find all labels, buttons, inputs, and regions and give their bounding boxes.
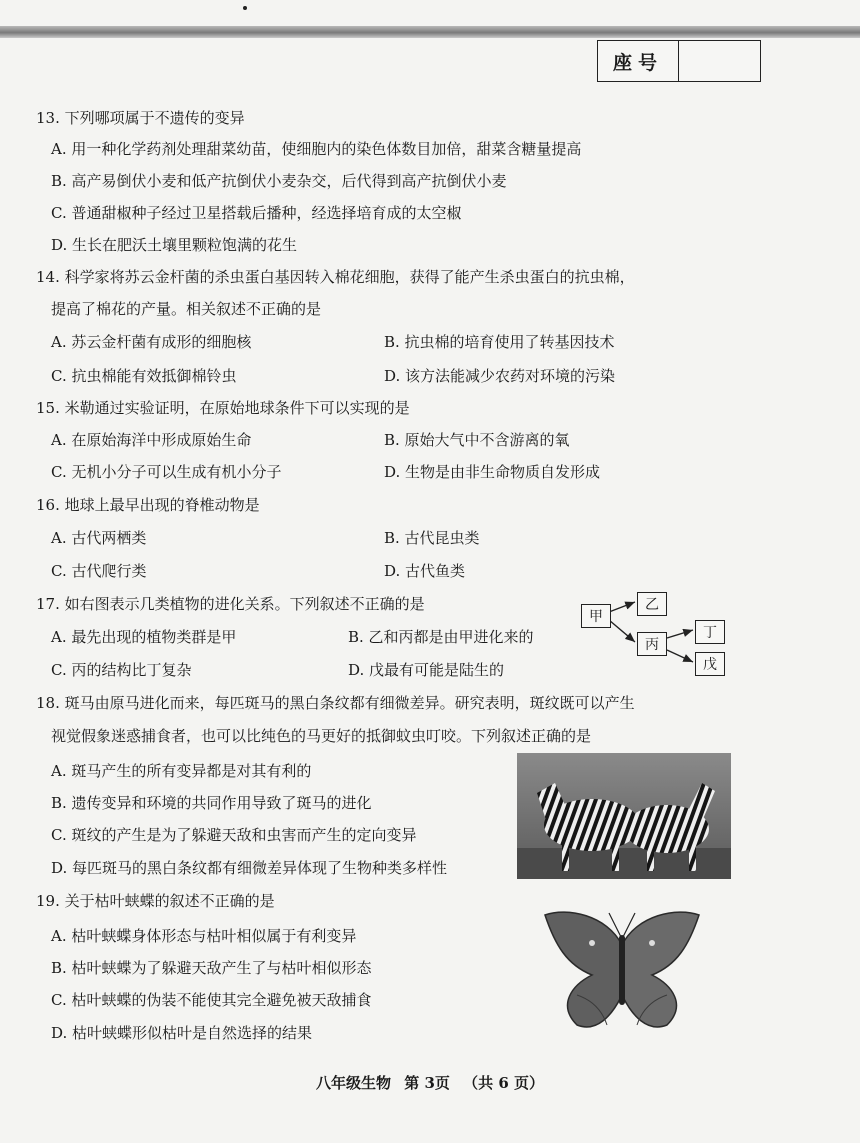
footer-total: （共 6 页）	[463, 1074, 545, 1092]
q17-option-b: B. 乙和丙都是由甲进化来的	[348, 628, 534, 646]
q15-option-b: B. 原始大气中不含游离的氧	[384, 431, 570, 449]
question-13-stem: 13. 下列哪项属于不遗传的变异	[36, 109, 245, 127]
q19-option-c: C. 枯叶蛱蝶的伪装不能使其完全避免被天敌捕食	[51, 991, 372, 1009]
q19-option-a: A. 枯叶蛱蝶身体形态与枯叶相似属于有利变异	[51, 927, 357, 945]
scan-speck	[243, 6, 247, 10]
question-18-stem: 18. 斑马由原马进化而来，每匹斑马的黑白条纹都有细微差异。研究表明，斑纹既可以产生	[36, 694, 635, 712]
leaf-butterfly-image	[537, 905, 707, 1038]
q15-option-c: C. 无机小分子可以生成有机小分子	[51, 463, 282, 481]
q16-option-c: C. 古代爬行类	[51, 562, 147, 580]
q13-option-b: B. 高产易倒伏小麦和低产抗倒伏小麦杂交，后代得到高产抗倒伏小麦	[51, 172, 507, 190]
q19-option-b: B. 枯叶蛱蝶为了躲避天敌产生了与枯叶相似形态	[51, 959, 372, 977]
q18-option-a: A. 斑马产生的所有变异都是对其有利的	[51, 762, 312, 780]
q16-option-b: B. 古代昆虫类	[384, 529, 480, 547]
q14-option-b: B. 抗虫棉的培育使用了转基因技术	[384, 333, 615, 351]
q18-option-b: B. 遗传变异和环境的共同作用导致了斑马的进化	[51, 794, 372, 812]
q14-option-a: A. 苏云金杆菌有成形的细胞核	[51, 333, 252, 351]
q19-option-d: D. 枯叶蛱蝶形似枯叶是自然选择的结果	[51, 1024, 313, 1042]
node-jia: 甲	[581, 604, 611, 628]
q14-option-d: D. 该方法能减少农药对环境的污染	[384, 367, 616, 385]
q18-option-d: D. 每匹斑马的黑白条纹都有细微差异体现了生物种类多样性	[51, 859, 448, 877]
q13-option-c: C. 普通甜椒种子经过卫星搭载后播种，经选择培育成的太空椒	[51, 204, 462, 222]
q17-option-c: C. 丙的结构比丁复杂	[51, 661, 192, 679]
node-wu: 戊	[695, 652, 725, 676]
q13-option-a: A. 用一种化学药剂处理甜菜幼苗，使细胞内的染色体数目加倍，甜菜含糖量提高	[51, 140, 582, 158]
node-bing: 丙	[637, 632, 667, 656]
q13-option-d: D. 生长在肥沃土壤里颗粒饱满的花生	[51, 236, 298, 254]
page-footer	[0, 1072, 860, 1093]
question-15-stem: 15. 米勒通过实验证明，在原始地球条件下可以实现的是	[36, 399, 410, 417]
seat-number-box	[597, 40, 761, 82]
q17-option-a: A. 最先出现的植物类群是甲	[51, 628, 237, 646]
footer-subject: 八年级生物	[315, 1074, 391, 1092]
question-19-stem: 19. 关于枯叶蛱蝶的叙述不正确的是	[36, 892, 275, 910]
plant-evolution-diagram	[575, 588, 735, 680]
zebra-photo	[517, 753, 731, 879]
q14-option-c: C. 抗虫棉能有效抵御棉铃虫	[51, 367, 237, 385]
seat-label: 座号	[598, 41, 679, 81]
question-14-stem: 14. 科学家将苏云金杆菌的杀虫蛋白基因转入棉花细胞，获得了能产生杀虫蛋白的抗虫棉，	[36, 268, 635, 286]
q16-option-d: D. 古代鱼类	[384, 562, 466, 580]
footer-page: 第 3页	[404, 1074, 450, 1092]
question-14-stem-cont: 提高了棉花的产量。相关叙述不正确的是	[51, 300, 322, 318]
q17-option-d: D. 戊最有可能是陆生的	[348, 661, 505, 679]
q15-option-d: D. 生物是由非生命物质自发形成	[384, 463, 601, 481]
question-18-stem-cont: 视觉假象迷惑捕食者，也可以比纯色的马更好的抵御蚊虫叮咬。下列叙述正确的是	[51, 727, 592, 745]
zebra-illustration	[517, 753, 731, 879]
question-17-stem: 17. 如右图表示几类植物的进化关系。下列叙述不正确的是	[36, 595, 425, 613]
q18-option-c: C. 斑纹的产生是为了躲避天敌和虫害而产生的定向变异	[51, 826, 417, 844]
scan-edge-band	[0, 26, 860, 38]
node-ding: 丁	[695, 620, 725, 644]
butterfly-illustration	[537, 905, 707, 1038]
node-yi: 乙	[637, 592, 667, 616]
question-16-stem: 16. 地球上最早出现的脊椎动物是	[36, 496, 260, 514]
seat-value-field[interactable]	[679, 41, 760, 81]
q16-option-a: A. 古代两栖类	[51, 529, 147, 547]
q15-option-a: A. 在原始海洋中形成原始生命	[51, 431, 252, 449]
